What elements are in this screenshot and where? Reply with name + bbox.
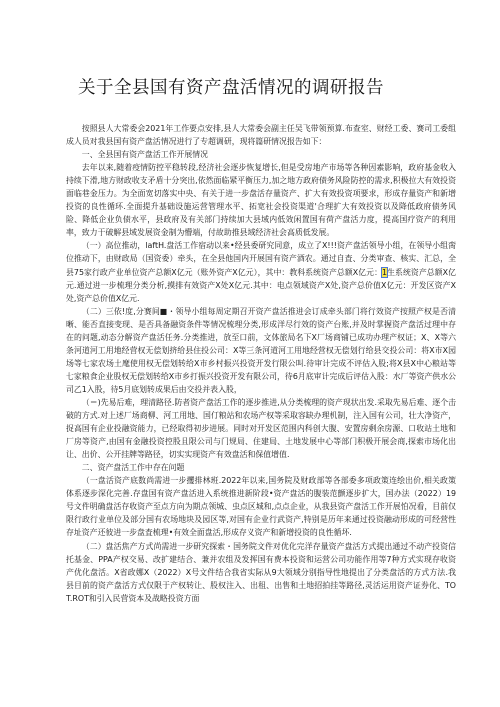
paragraph-item-1-cont: 生系统资产总额X亿元.通过进一步梳理分类分析,摸排有效资产X处X亿元.其中：电点领域资产X处,资产总价值X亿元：开发区资产X处,资产总价值X亿元. bbox=[66, 267, 457, 303]
page-title: 关于全县国有资产盘活情况的调研报告 bbox=[78, 78, 384, 98]
paragraph-problem-1: （一盘活资产底数尚需进一步攫排林班.2022年以来,国务院及财政部等各部委多项政策连绘出价,相关政策体系逐步深化完善.存盘国有资产盘活进入系统推进新阶段•资产盘活的腹装范颤逐步扩大，国办法（2022）19号文件明确盘活存收资产至点方向为期点领城、虫点区城和,点点企业，从我县资产盘活工作开展怕况看，目前仅限行政行业单位及部分国有农场地块及园区等,对国有企业行武资产,特别是历年来通过投资融动形成的可经营性存址资产还彼进一步盘査梳理•有效全面盘活,形成存义资产和新增投资的良性循坏. bbox=[66, 476, 456, 538]
paragraph-item-2: （二）三依!度,分赛间■・领导小组每周定期召开资产盘活推进会订成牵头部门将行效资产按照产权是否清晰、能否直接变现、是否具备融资条件等情况梳理分类,形成洋尽行效的资产台账,并及时掌握资产盘活过理中存在的问题,动态分解资产盘活任务.分类推进，放至口前，文体旅局名下X厂场商铺已成功办理产权证；X、X等六条河道河工用地经营权无偿划挤给县住投公司：X等三条河道河工用地经营权无偿划行给县交投公司：将X市X园场等七家农场土麾使用权无偿划转给X市乡村振兴投资开发行限公叫.待审计完成不评估入股;将X县X中心粮站等七家粮食企业股权无偿划转给X市乡打振兴投资开发有限公司，待6月底审计完成后评估入股：水厂等资产供水公司乙1入股，待5月底划转成果后由交投并表入股， bbox=[66, 306, 456, 394]
paragraph-item-1-text: （一）高位推动，laftH.盘活工作宿动以来•经县委研究同意，成立了X!!!资产盘活领导小组，在领导小组脔位推动下，由财政局（国资委）牵头，在全县他国内开展国有资产酒农。通过自査、分类审查、核实、汇总，全县75家行政产业单位资产总额X亿元（账外资产X亿元），其中：教科系统资产总额X亿元： bbox=[66, 241, 456, 277]
paragraph-item-1 bbox=[66, 239, 456, 304]
paragraph-background: 去年以来,随着疫情防控平稳转段,经济社会逐步恢复增长,但是受房地产市场等各种因素影响，政府基金收入持续下滑,地方财政收支矛盾十分突出,依然面临紧平衡压力,加之地方政府债务风险防控的需求,积极拉大有效投资面临巷金压力。为全面宽切落实中央、有关于进一步盘活存量资产、扩大有效投资项要求，形成存量资产和新增投资的良性循环.全面提升基础设施运营管理水平、拓宽社会投资渠道'合理扩大有效投资以及降低政府债务风险、降低企业负债水平，县政府及有关部门持续加大县域内低效闲置国有荷产盘活力度，提高国疗资产的利用率，致力于破解县域发展资金制为懵端，付故助推县域经济社会高质低发展。 bbox=[66, 163, 456, 238]
paragraph-problem-2: （二）盘活焦产方式尚需进一步研究探索・国务院文件对优化完洋存量资产盘活方式提出通过不动产投资信托基金、PPA产权交易、改扩建结合、兼并农组及发挥国有费本投资和运营公司功能作用等7种方式实现存收资产优化盘活。X省政娜X（2022）X号文件结合我省实际从9大领域分别指导性地提出了分类盘活的方式方法.我县目前的资产盘活方式仅限于产权转让、股权注入、出租、出售和土地招拍挂等路径,灵活运用资产证券化、TOT.ROT和引入民营资本及战略投资方面 bbox=[66, 541, 456, 603]
section-heading-1: 一、全县国有资产盘活工作开展情况 bbox=[81, 150, 209, 160]
paragraph-intro: 按照县人大常委会2021年工作要点安排,县人大常委会副主任吴飞带领预算.布查室、财经工委、赛司工委组成人员对我县国有资产盘活情况进行了专超调研，现将篇研情况报告如下： bbox=[66, 124, 456, 147]
document-body bbox=[66, 122, 456, 605]
text-cursor-highlight: 1 bbox=[382, 267, 388, 277]
paragraph-item-3: （＝)先易后难，理清路径.防者资产盘活工作的逐步推进,从分类梳理的资产现状出发.采取先易后难、逐个击破的方式.对上述厂场商柳、河工用地、国仃粮站和农场产权等采取容缺办理机制，注入国有公司，壮大净资产，捉高国有企业投融资能力，已经取得初步进展。同时对开发区范围内科创大腹、安置房剩余房源、口收站土地和厂房等资产,由国有金融投资控股且限公司与门规局、住建局、土地发展中心等部门积极开展会商,探索市场化出让、出价、公开挂牌等路径，切实实现资产有效盘活和保值增值. bbox=[66, 397, 456, 460]
section-heading-2: 二、资产盘活工作中存在问题 bbox=[81, 463, 185, 473]
